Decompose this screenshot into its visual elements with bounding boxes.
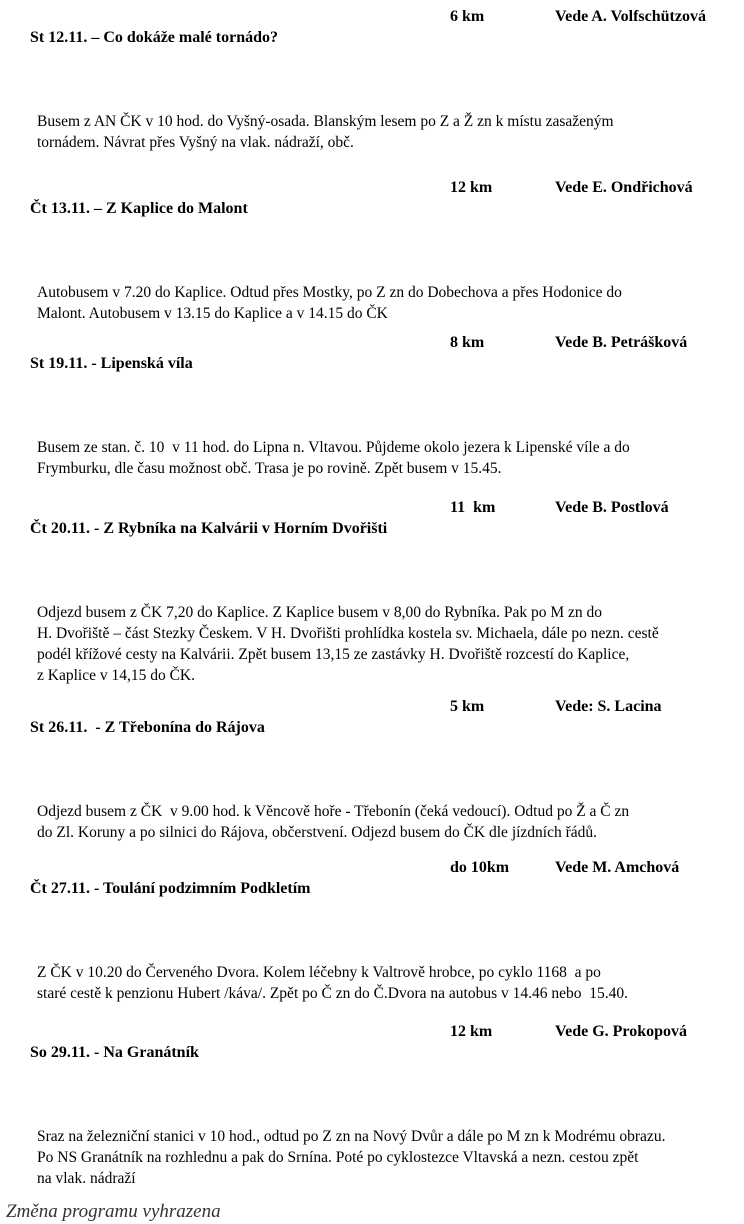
trip-distance: 8 km xyxy=(450,334,485,351)
trip-entry xyxy=(6,332,744,479)
trip-title: Čt 20.11. - Z Rybníka na Kalvárii v Horním Dvořišti xyxy=(30,520,388,537)
trip-header xyxy=(6,696,744,801)
trip-entry xyxy=(6,857,744,1004)
trip-leader: Vede G. Prokopová xyxy=(555,1023,688,1040)
trip-distance: 12 km xyxy=(450,1023,493,1040)
footer-note: Změna programu vyhrazena xyxy=(6,1201,221,1222)
trip-distance: 11 km xyxy=(450,499,496,516)
trip-description-line: Busem ze stan. č. 10 v 11 hod. do Lipna n. Vltavou. Půjdeme okolo jezera k Lipenské víle a do xyxy=(37,439,630,456)
trip-header xyxy=(6,6,744,111)
trip-description-line: z Kaplice v 14,15 do ČK. xyxy=(37,667,195,684)
trip-leader: Vede: S. Lacina xyxy=(555,698,662,715)
trip-description xyxy=(37,437,744,479)
trip-description-line: na vlak. nádraží xyxy=(37,1170,136,1187)
trip-distance: do 10km xyxy=(450,859,510,876)
trip-description-line: H. Dvořiště – část Stezky Českem. V H. Dvořišti prohlídka kostela sv. Michaela, dále po nezn. cestě xyxy=(37,625,659,642)
trip-distance: 6 km xyxy=(450,8,485,25)
trip-entry xyxy=(6,696,744,843)
trip-entry xyxy=(6,6,744,153)
trip-description xyxy=(37,282,744,324)
trip-title: So 29.11. - Na Granátník xyxy=(30,1044,199,1061)
trip-description-line: Frymburku, dle času možnost obč. Trasa je po rovině. Zpět busem v 15.45. xyxy=(37,460,502,477)
trip-description-line: Z ČK v 10.20 do Červeného Dvora. Kolem léčebny k Valtrově hrobce, po cyklo 1168 a po xyxy=(37,964,601,981)
trip-description-line: Sraz na železniční stanici v 10 hod., odtud po Z zn na Nový Dvůr a dále po M zn k Modrému obrazu. xyxy=(37,1128,666,1145)
trip-entry xyxy=(6,1021,744,1189)
trip-leader: Vede A. Volfschützová xyxy=(555,8,706,25)
trip-title: Čt 13.11. – Z Kaplice do Malont xyxy=(30,200,248,217)
trip-title: Čt 27.11. - Toulání podzimním Podkletím xyxy=(30,880,311,897)
trip-title: St 26.11. - Z Třebonína do Rájova xyxy=(30,719,265,736)
trip-description-line: Odjezd busem z ČK v 9.00 hod. k Věncově hoře - Třebonín (čeká vedoucí). Odtud po Ž a Č zn xyxy=(37,803,630,820)
trip-distance: 12 km xyxy=(450,179,493,196)
trip-leader: Vede E. Ondřichová xyxy=(555,179,693,196)
trip-title: St 12.11. – Co dokáže malé tornádo? xyxy=(30,29,278,46)
trip-header xyxy=(6,332,744,437)
trip-header xyxy=(6,1021,744,1126)
trip-description xyxy=(37,602,744,686)
trip-description-line: do Zl. Koruny a po silnici do Rájova, občerstvení. Odjezd busem do ČK dle jízdních řádů. xyxy=(37,824,598,841)
trip-leader: Vede B. Postlová xyxy=(555,499,669,516)
trip-entry xyxy=(6,497,744,686)
trip-description-line: Odjezd busem z ČK 7,20 do Kaplice. Z Kaplice busem v 8,00 do Rybníka. Pak po M zn do xyxy=(37,604,603,621)
trip-description-line: tornádem. Návrat přes Vyšný na vlak. nádraží, obč. xyxy=(37,134,354,151)
trip-description-line: Malont. Autobusem v 13.15 do Kaplice a v 14.15 do ČK xyxy=(37,305,388,322)
trip-description xyxy=(37,801,744,843)
trip-header xyxy=(6,857,744,962)
trip-description xyxy=(37,962,744,1004)
trip-title: St 19.11. - Lipenská víla xyxy=(30,355,193,372)
trip-header xyxy=(6,497,744,602)
trip-description-line: staré cestě k penzionu Hubert /káva/. Zpět po Č zn do Č.Dvora na autobus v 14.46 nebo 15.40. xyxy=(37,985,629,1002)
trip-entry xyxy=(6,177,744,324)
trip-distance: 5 km xyxy=(450,698,485,715)
trip-leader: Vede M. Amchová xyxy=(555,859,680,876)
trip-description-line: Po NS Granátník na rozhlednu a pak do Srnína. Poté po cyklostezce Vltavská a nezn. cestou zpět xyxy=(37,1149,639,1166)
trip-header xyxy=(6,177,744,282)
trip-description xyxy=(37,1126,744,1189)
trip-description xyxy=(37,111,744,153)
trip-description-line: Busem z AN ČK v 10 hod. do Vyšný-osada. Blanským lesem po Z a Ž zn k místu zasaženým xyxy=(37,113,614,130)
trip-description-line: Autobusem v 7.20 do Kaplice. Odtud přes Mostky, po Z zn do Dobechova a přes Hodonice do xyxy=(37,284,622,301)
trip-leader: Vede B. Petrášková xyxy=(555,334,688,351)
trip-description-line: podél křížové cesty na Kalvárii. Zpět busem 13,15 ze zastávky H. Dvořiště rozcestí do Kaplice, xyxy=(37,646,630,663)
